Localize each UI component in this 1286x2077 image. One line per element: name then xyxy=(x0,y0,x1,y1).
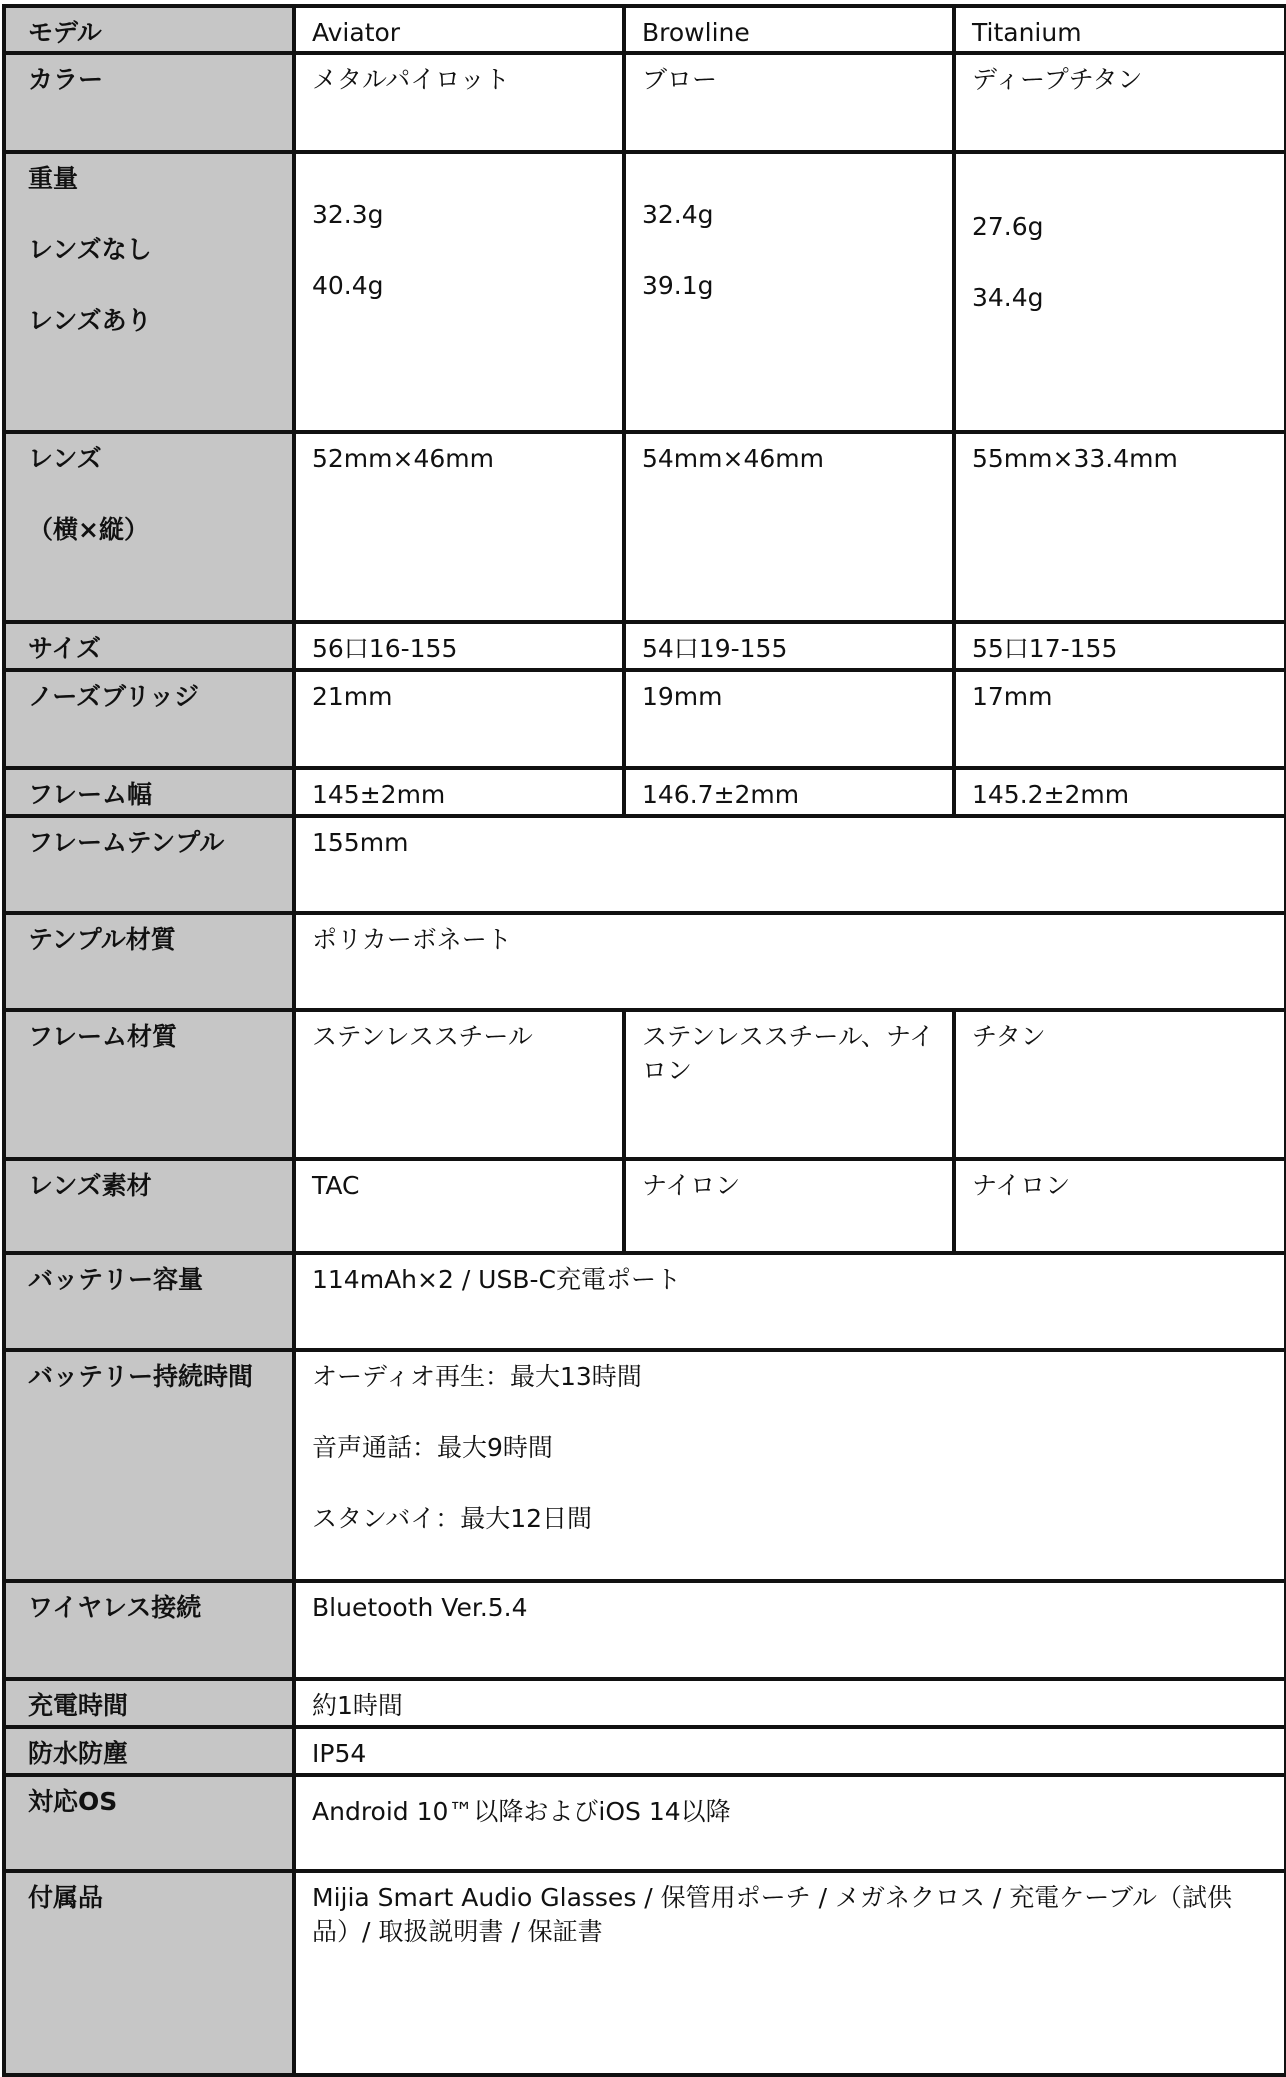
label-lens: レンズ xyxy=(28,444,102,473)
label-battery-life: バッテリー持続時間 xyxy=(4,1350,294,1581)
accessories-value: Mijia Smart Audio Glasses / 保管用ポーチ / メガネクロス / 充電ケーブル（試供品）/ 取扱説明書 / 保証書 xyxy=(294,1871,1286,2075)
row-nose-bridge xyxy=(4,670,1286,768)
row-temple-material xyxy=(4,913,1286,1010)
row-size xyxy=(4,622,1286,670)
weight-titanium-with-lens: 34.4g xyxy=(972,283,1044,312)
row-lens-material xyxy=(4,1159,1286,1253)
battery-life-standby: スタンバイ：最大12日間 xyxy=(312,1504,593,1533)
weight-titanium-without-lens: 27.6g xyxy=(972,212,1044,241)
battery-life-audio: オーディオ再生：最大13時間 xyxy=(312,1362,642,1391)
nose-bridge-titanium: 17mm xyxy=(954,670,1286,768)
model-aviator: Aviator xyxy=(294,6,624,53)
label-weight-cell xyxy=(4,152,294,432)
label-model: モデル xyxy=(4,6,294,53)
row-waterproof xyxy=(4,1727,1286,1775)
size-titanium: 55口17-155 xyxy=(954,622,1286,670)
label-color: カラー xyxy=(4,53,294,152)
lens-aviator: 52mm×46mm xyxy=(294,432,624,622)
lens-material-aviator: TAC xyxy=(294,1159,624,1253)
frame-material-aviator: ステンレススチール xyxy=(294,1010,624,1159)
row-lens xyxy=(4,432,1286,622)
row-accessories xyxy=(4,1871,1286,2075)
os-value-text: Android 10™以降およびiOS 14以降 xyxy=(312,1797,731,1826)
label-os: 対応OS xyxy=(4,1775,294,1871)
frame-width-titanium: 145.2±2mm xyxy=(954,768,1286,816)
row-frame-temple xyxy=(4,816,1286,913)
label-nose-bridge: ノーズブリッジ xyxy=(4,670,294,768)
label-frame-material: フレーム材質 xyxy=(4,1010,294,1159)
lens-titanium: 55mm×33.4mm xyxy=(954,432,1286,622)
frame-width-aviator: 145±2mm xyxy=(294,768,624,816)
charge-time-value: 約1時間 xyxy=(294,1679,1286,1727)
label-wireless: ワイヤレス接続 xyxy=(4,1581,294,1679)
label-size: サイズ xyxy=(4,622,294,670)
temple-material-value: ポリカーボネート xyxy=(294,913,1286,1010)
nose-bridge-aviator: 21mm xyxy=(294,670,624,768)
model-titanium: Titanium xyxy=(954,6,1286,53)
weight-browline xyxy=(624,152,954,432)
model-browline: Browline xyxy=(624,6,954,53)
label-battery-capacity: バッテリー容量 xyxy=(4,1253,294,1350)
size-browline: 54口19-155 xyxy=(624,622,954,670)
frame-temple-value: 155mm xyxy=(294,816,1286,913)
waterproof-value: IP54 xyxy=(294,1727,1286,1775)
label-lens-cell xyxy=(4,432,294,622)
row-frame-width xyxy=(4,768,1286,816)
weight-aviator-with-lens: 40.4g xyxy=(312,271,384,300)
frame-width-browline: 146.7±2mm xyxy=(624,768,954,816)
row-battery-capacity xyxy=(4,1253,1286,1350)
row-model xyxy=(4,6,1286,53)
label-weight-with-lens: レンズあり xyxy=(28,306,152,335)
battery-capacity-value: 114mAh×2 / USB-C充電ポート xyxy=(294,1253,1286,1350)
label-temple-material: テンプル材質 xyxy=(4,913,294,1010)
size-aviator: 56口16-155 xyxy=(294,622,624,670)
color-browline: ブロー xyxy=(624,53,954,152)
frame-material-titanium: チタン xyxy=(954,1010,1286,1159)
lens-material-titanium: ナイロン xyxy=(954,1159,1286,1253)
spec-table xyxy=(2,4,1286,2077)
battery-life-cell xyxy=(294,1350,1286,1581)
lens-material-browline: ナイロン xyxy=(624,1159,954,1253)
weight-aviator-without-lens: 32.3g xyxy=(312,200,384,229)
row-battery-life xyxy=(4,1350,1286,1581)
label-frame-width: フレーム幅 xyxy=(4,768,294,816)
weight-titanium xyxy=(954,152,1286,432)
color-aviator: メタルパイロット xyxy=(294,53,624,152)
row-charge-time xyxy=(4,1679,1286,1727)
wireless-value: Bluetooth Ver.5.4 xyxy=(294,1581,1286,1679)
os-value xyxy=(294,1775,1286,1871)
label-weight-without-lens: レンズなし xyxy=(28,235,152,264)
row-weight xyxy=(4,152,1286,432)
label-lens-material: レンズ素材 xyxy=(4,1159,294,1253)
label-accessories: 付属品 xyxy=(4,1871,294,2075)
row-frame-material xyxy=(4,1010,1286,1159)
row-color xyxy=(4,53,1286,152)
label-charge-time: 充電時間 xyxy=(4,1679,294,1727)
color-titanium: ディープチタン xyxy=(954,53,1286,152)
label-waterproof: 防水防塵 xyxy=(4,1727,294,1775)
weight-aviator xyxy=(294,152,624,432)
weight-browline-without-lens: 32.4g xyxy=(642,200,714,229)
label-lens-dimensions: （横×縦） xyxy=(28,515,149,544)
weight-browline-with-lens: 39.1g xyxy=(642,271,714,300)
nose-bridge-browline: 19mm xyxy=(624,670,954,768)
row-os xyxy=(4,1775,1286,1871)
label-frame-temple: フレームテンプル xyxy=(4,816,294,913)
row-wireless xyxy=(4,1581,1286,1679)
frame-material-browline: ステンレススチール、ナイロン xyxy=(624,1010,954,1159)
battery-life-call: 音声通話：最大9時間 xyxy=(312,1433,553,1462)
lens-browline: 54mm×46mm xyxy=(624,432,954,622)
label-weight: 重量 xyxy=(28,164,79,193)
